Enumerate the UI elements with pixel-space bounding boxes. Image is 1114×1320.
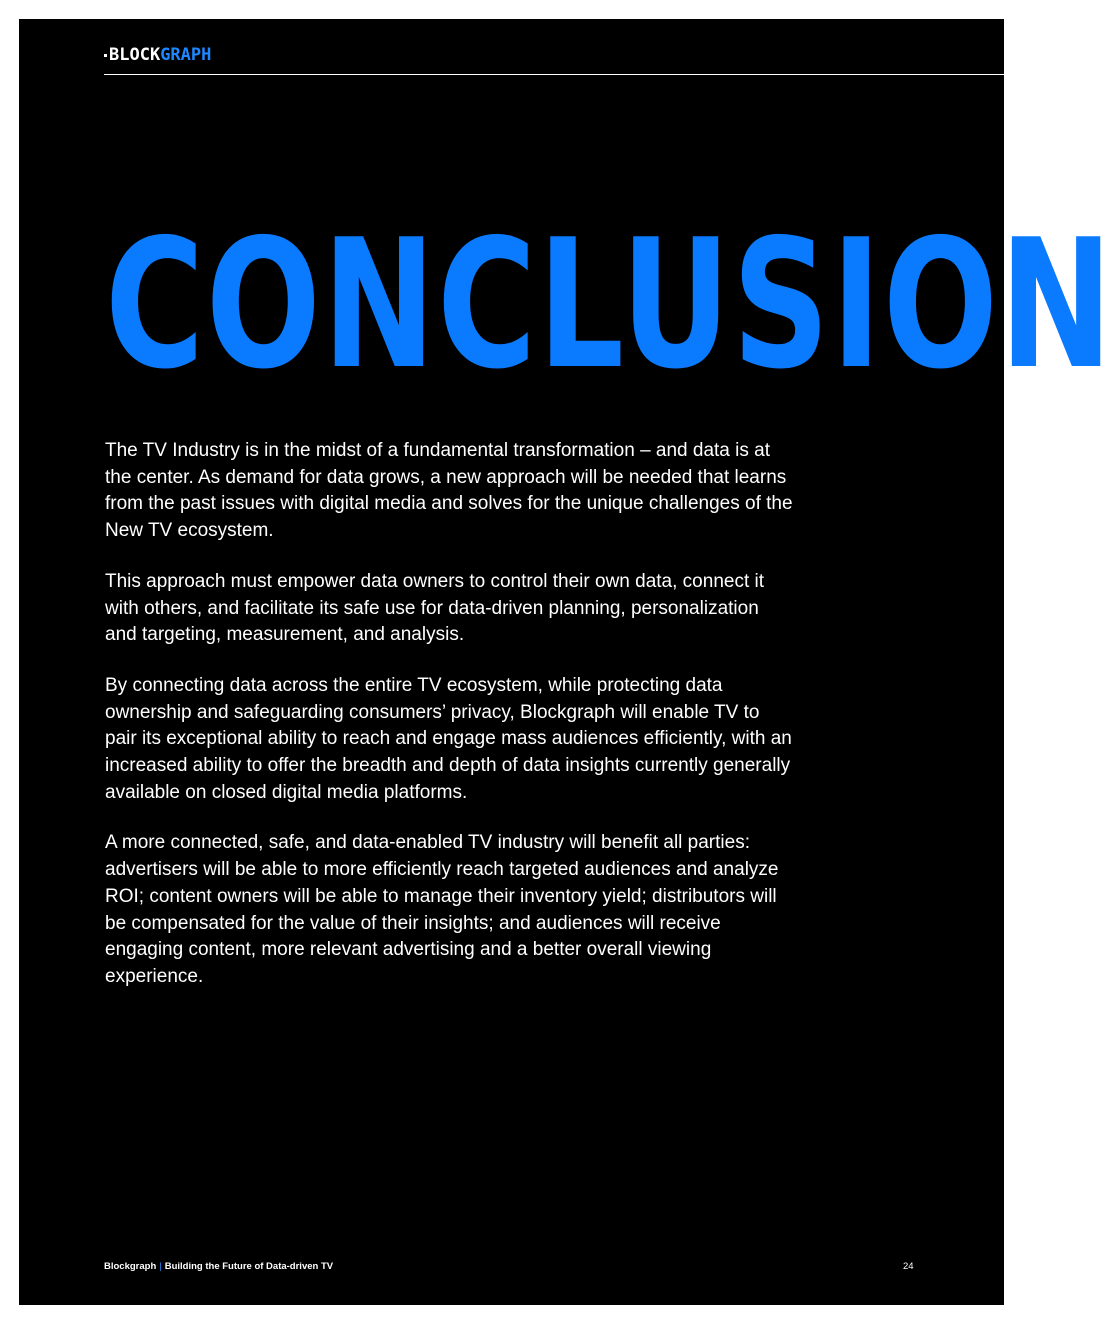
paragraph-1: The TV Industry is in the midst of a fundamental transformation – and data is at the center. As demand for data grows, a new approach will be needed that learns from the past issues with digital media and solves for the unique challenges of the New TV ecosystem. [105, 440, 793, 542]
paragraph-2: This approach must empower data owners to control their own data, connect it with others, and facilitate its safe use for data-driven planning, personalization and targeting, measurement, and analysis. [105, 570, 765, 646]
logo-text-graph: GRAPH [160, 45, 212, 65]
document-page [19, 19, 1114, 1305]
footer-separator: | [159, 1261, 162, 1272]
page-number: 24 [903, 1261, 914, 1272]
header-divider [104, 74, 1004, 75]
logo-text-block: BLOCK [109, 45, 161, 65]
footer-brand: Blockgraph [104, 1261, 157, 1272]
footer-tagline: Building the Future of Data-driven TV [164, 1261, 334, 1272]
paragraph-3: By connecting data across the entire TV ecosystem, while protecting data ownership and safeguarding consumers’ privacy, Blockgraph will enable TV to pair its exceptional ability to reach and engage mass audiences efficiently, with an increased ability to offer the breadth and depth of data insights currently generally available on closed digital media platforms. [105, 674, 792, 803]
page-title: CONCLUSION [105, 201, 1114, 408]
logo-dot-icon [104, 54, 107, 57]
paragraph-4: A more connected, safe, and data-enabled TV industry will benefit all parties: advertisers will be able to more efficiently reach targeted audiences and analyze ROI; content owners will be able to manage their inventory yield; distributors will be compensated for the value of their insights; and audiences will receive engaging content, more relevant advertising and a better overall viewing experience. [105, 832, 779, 987]
footer [104, 1261, 333, 1272]
blockgraph-logo [104, 45, 211, 65]
body-text [105, 438, 795, 1015]
